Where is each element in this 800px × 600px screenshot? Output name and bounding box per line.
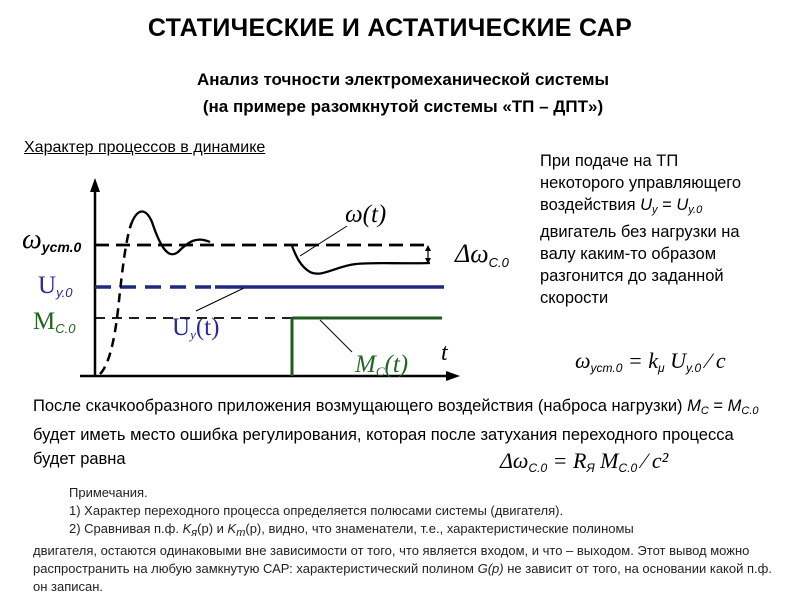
side-note-text-end: двигатель без нагрузки на валу каким-то образом разгонится до заданной скорости bbox=[540, 223, 740, 307]
omega-curve-drop bbox=[292, 246, 430, 274]
side-note-u-sub: у bbox=[652, 204, 658, 216]
uy-pointer-line bbox=[196, 288, 244, 311]
subtitle-line-2: (на примере разомкнутой системы «ТП – ДПТ») bbox=[202, 97, 604, 116]
dynamics-diagram bbox=[0, 160, 530, 390]
para-m2-sub: С.0 bbox=[741, 405, 759, 417]
side-note-eq: = bbox=[657, 196, 677, 214]
f1-lhs-sub: уст.0 bbox=[590, 361, 623, 375]
mc0-label: MC.0 bbox=[33, 308, 76, 336]
f2-r-sub: Я bbox=[586, 461, 595, 475]
uy0-label: Uу.0 bbox=[38, 272, 73, 300]
f1-k-sub: μ bbox=[658, 361, 665, 375]
side-note-u2-sub: у.0 bbox=[688, 204, 703, 216]
omega-curve-oscillation bbox=[132, 212, 210, 255]
side-note bbox=[540, 150, 760, 309]
notes-end-text: не зависит от того, на основании какой п.ф. он записан. bbox=[33, 561, 772, 594]
mc-t-label: MC(t) bbox=[355, 351, 409, 379]
notes-k1: K bbox=[182, 521, 192, 536]
notes-item-2-text-b: (p) и bbox=[197, 521, 228, 536]
notes-k2-sub: т bbox=[236, 527, 246, 539]
section-heading: Характер процессов в динамике bbox=[24, 139, 266, 156]
f2-tail: ⁄ c² bbox=[637, 448, 669, 473]
page-title: СТАТИЧЕСКИЕ И АСТАТИЧЕСКИЕ САР bbox=[147, 14, 633, 42]
notes-item-2-text-a: 2) Сравнивая п.ф. bbox=[69, 521, 183, 536]
notes-heading: Примечания. bbox=[69, 485, 148, 500]
f1-lhs: ω bbox=[575, 348, 591, 373]
notes-k1-sub: я bbox=[191, 527, 198, 539]
notes-item-2-continuation bbox=[33, 542, 773, 596]
f2-lhs: Δω bbox=[500, 448, 529, 473]
delta-omega-label: ΔωC.0 bbox=[455, 239, 509, 270]
notes-k2: K bbox=[227, 521, 237, 536]
y-axis-arrow bbox=[90, 178, 100, 192]
notes-item-2-text-c: (p), видно, что знаменатели, т.е., характеристические полиномы bbox=[245, 521, 634, 536]
f1-u-sub: у.0 bbox=[686, 361, 702, 375]
omega-setpoint-label: ωуст.0 bbox=[22, 224, 82, 255]
para-text-2: будет иметь место ошибка регулирования, которая после затухания переходного процесса будет равна bbox=[33, 426, 734, 468]
side-note-u: U bbox=[640, 196, 653, 214]
f2-m: M bbox=[594, 448, 619, 473]
f1-u: U bbox=[664, 348, 687, 373]
notes-cont-text: двигателя, остаются одинаковыми вне зависимости от того, что является входом, и что – выходом. Этот вывод можно распространить на любую замкнутую САР: характеристический полином bbox=[33, 543, 750, 576]
notes-item-1: 1) Характер переходного процесса определяется полюсами системы (двигателя). bbox=[69, 503, 564, 518]
delta-omega-arrow-up bbox=[425, 245, 431, 251]
notes-g: G(p) bbox=[477, 561, 504, 576]
f1-tail: ⁄ c bbox=[701, 348, 726, 373]
f2-m-sub: C.0 bbox=[618, 461, 638, 475]
notes-item-2 bbox=[33, 520, 773, 542]
para-m1: M bbox=[687, 397, 701, 415]
notes-block bbox=[33, 484, 773, 596]
para-m1-sub: С bbox=[700, 405, 709, 417]
side-note-u2: U bbox=[676, 196, 689, 214]
para-m2: M bbox=[727, 397, 742, 415]
uy-t-label: Uу(t) bbox=[172, 314, 220, 342]
f1-k: = k bbox=[622, 348, 659, 373]
t-axis-label: t bbox=[441, 340, 448, 366]
subtitle-line-1: Анализ точности электромеханической системы bbox=[197, 70, 609, 89]
f2-r: = R bbox=[547, 448, 587, 473]
formula-omega-set bbox=[575, 348, 726, 375]
f2-lhs-sub: C.0 bbox=[528, 461, 548, 475]
para-eq: = bbox=[708, 397, 728, 415]
mc-pointer-line bbox=[320, 320, 352, 352]
formula-delta-omega bbox=[500, 448, 668, 475]
side-note-text: При подаче на ТП некоторого управляющего воздействия bbox=[540, 152, 742, 214]
para-text-1: После скачкообразного приложения возмущающего воздействия (наброса нагрузки) bbox=[33, 397, 688, 415]
omega-pointer-line bbox=[300, 226, 347, 256]
x-axis-arrow bbox=[446, 371, 460, 381]
omega-t-label: ω(t) bbox=[345, 201, 387, 228]
